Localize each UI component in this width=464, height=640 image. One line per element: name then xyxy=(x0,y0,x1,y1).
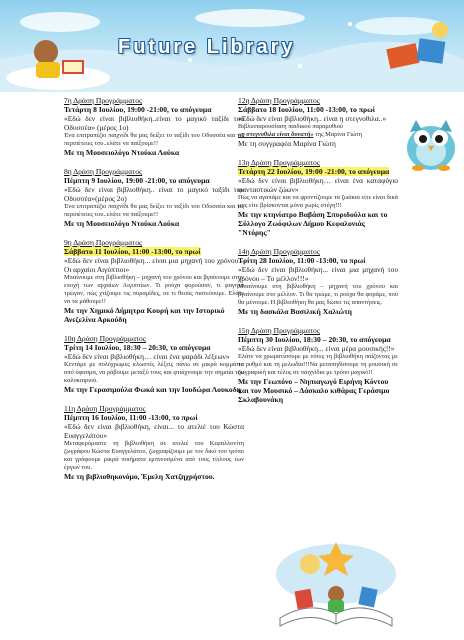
event-date: Τρίτη 14 Ιουλίου, 18:30 – 20:30, το απόγευμα xyxy=(64,343,211,352)
event-title: «Εδώ δεν είναι βιβλιοθήκη.. είναι το μαγικό ταξίδι του Οδυσσέα»(μέρος 2ο) xyxy=(64,185,244,203)
event-host: Με την Χημικό Δήμητρα Κουρή και την Ιστορικό Ανεζελίνα Αρκούδη xyxy=(64,306,225,324)
event-description: Μπαίνουμε στη βιβλιοθήκη – μηχανή του χρόνου και βγαίνουμε στην εποχή των αρχαίων Αιγυπτίων. Τι ρούχα φορούσαν, τι φαγητά τρώγαν, πώς χτίζουμε τις πυραμίδες, σε τι θεούς πιστεύουμε. Ελάτε να τα μάθουμε!! xyxy=(64,274,244,305)
event-date: Σάββατο 18 Ιουλίου, 11:00 -13:00, το πρωί xyxy=(238,105,376,114)
event-host: Με τη Μουσειολόγο Ντούκα Λούκα xyxy=(64,219,180,228)
book-author: της Μαρίνα Γιώτη xyxy=(315,131,363,138)
event-date: Τετάρτη 8 Ιουλίου, 19:00 -21:00, το απόγευμα xyxy=(64,105,212,114)
event-host: Με τη συγγραφέα Μαρίνα Γιώτη xyxy=(238,139,336,148)
event-10 xyxy=(64,334,244,394)
book-title: «η στεγνοθιλα είναι δυνατή» xyxy=(238,131,314,138)
event-heading: 9η Δράση Προγράμματος xyxy=(64,238,143,247)
event-9 xyxy=(64,238,244,324)
event-title: «Εδώ δεν είναι βιβλιοθήκη, είναι... το ατελιέ του Κώστα Ευαγγελάτου» xyxy=(64,422,244,440)
event-host: Με την Γερασιμούλα Φωκά και την Ιουδώρα Λουκοδη xyxy=(64,385,241,394)
event-description: Πώς να αγαπάμε και να φροντίζουμε τα ζωάκια είτε είναι δικά μας είτε βρίσκονται μόνα χωρίς στέγη!!! xyxy=(238,194,398,209)
event-title: «Εδώ δεν είναι βιβλιοθήκη... είναι μέρα μουσικής!!» xyxy=(238,344,395,353)
event-description: Μεταφερόμαστε τη βιβλιοθήκη σε ατελιέ του Κεφαλλονίτη ζωγράφου Κώστα Ευαγγελάτου, ζωγραφίζουμε με τον δικό του τρόπο και γράφουμε μικρά ποιήματα εμπνευσμένα από τους τίτλους των έργων του. xyxy=(64,440,244,471)
event-12 xyxy=(238,96,398,148)
event-host: Με τη Μουσειολόγο Ντούκα Λούκα xyxy=(64,148,180,157)
event-heading: 12η Δράση Προγράμματος xyxy=(238,96,320,105)
event-date: Πέμπτη 30 Ιουλίου, 18:30 – 20:30, το απόγευμα xyxy=(238,335,391,344)
event-date xyxy=(64,247,244,256)
left-column xyxy=(64,96,244,491)
event-book-line xyxy=(238,131,398,139)
banner-title: Future Library xyxy=(118,36,296,58)
event-title: «Εδώ δεν είναι βιβλιοθήκη.. είναι η στεγνοθιλα..» xyxy=(238,114,387,123)
event-title: «Εδώ δεν είναι βιβλιοθήκη… είναι ένα φαράδι λέξεων» xyxy=(64,352,230,361)
header-banner xyxy=(0,0,464,92)
event-7 xyxy=(64,96,244,157)
event-date: Τρίτη 28 Ιουλίου, 11:00 -13:00, το πρωί xyxy=(238,256,366,265)
event-heading: 7η Δράση Προγράμματος xyxy=(64,96,143,105)
event-heading: 15η Δράση Προγράμματος xyxy=(238,326,320,335)
event-date: Πέμπτη 16 Ιουλίου, 11:00 -13:00, το πρωί xyxy=(64,413,198,422)
event-title: «Εδώ δεν είναι βιβλιοθήκη..είναι το μαγικό ταξίδι του Οδυσσέα» (μέρος 1ο) xyxy=(64,114,244,132)
event-host: Με την Γεωπόνο – Νηπιαγωγό Ειρήνη Κόντου και τον Μουσικό – Δάσκαλο κιθάρας Γεράσιμο Σκλαβουνάκη xyxy=(238,377,390,404)
date-highlight: Σάββατο 11 Ιουλίου, 11:00 -13:00, το πρωί xyxy=(64,247,201,256)
event-date: Πέμπτη 9 Ιουλίου, 19:00 -21:00, το απόγευμα xyxy=(64,176,210,185)
event-heading: 8η Δράση Προγράμματος xyxy=(64,167,143,176)
event-description: Μπαίνουμε στη βιβλιοθήκη – μηχανή του χρόνου και βγαίνουμε στο μέλλον. Τι θα τρώμε, τι ρούχα θα φοράμε, πού θα μένουμε. Η βιβλιοθήκη θα μας δώσει τις απαντήσεις. xyxy=(238,283,398,306)
event-15 xyxy=(238,326,398,404)
event-heading: 13η Δράση Προγράμματος xyxy=(238,158,320,167)
event-date xyxy=(238,167,398,176)
event-description: Ένα επιτραπέζιο παιχνίδι θα μας δείξει το ταξίδι του Οδυσσέα και τις περιπέτειες του..ελάτε να παίξουμε!! xyxy=(64,203,244,218)
date-highlight: Τετάρτη 22 Ιουλίου, 19:00 -21:00, το απόγευμα xyxy=(238,167,390,176)
event-description: Ελάτε να χρωματίσουμε με νότες τη βιβλιοθήκη παίζοντας με το ρυθμό και τη μελωδία!!!Να μεταπηδίσουμε τη μουσική σε ζωγραφική και τέλος σε παιχνίδια με τρόπο μαγικό!! xyxy=(238,353,398,376)
event-host: Με τη βιβλιοθηκονόμο, Έμελη Χατζηχρήστου. xyxy=(64,472,215,481)
event-host: Με την κτηνίατρο Βαβάση Σπυριδούλα και το Σύλλογο Ζωόφιλων Δήμου Κεφαλονιάς "Ντόρης" xyxy=(238,210,388,237)
event-heading: 11η Δράση Προγράμματος xyxy=(64,404,146,413)
creature-illustration xyxy=(402,112,460,174)
event-13 xyxy=(238,158,398,237)
event-8 xyxy=(64,167,244,228)
event-title: «Εδώ δεν είναι βιβλιοθήκη... είναι μια μηχανή του χρόνου – Το μέλλον!!!» xyxy=(238,265,398,283)
event-title: «Εδώ δεν είναι βιβλιοθήκη… είναι ένα καταφύγιο φανταστικών ζώων» xyxy=(238,176,398,194)
open-book-illustration xyxy=(270,534,402,634)
event-11 xyxy=(64,404,244,481)
event-14 xyxy=(238,247,398,316)
event-description: Κεντάμε με πολύχρωμες κλωστές λέξεις πάνω σε μικρά κομμάτια από ύφασμα, να ράβουμε μεταξύ τους και φτιάχνουμε την σημαία του καλοκαιριού. xyxy=(64,361,244,384)
event-title: «Εδώ δεν είναι βιβλιοθήκη... είναι μια μηχανή του χρόνου – Οι αρχαίοι Αιγύπτιοι» xyxy=(64,256,244,274)
event-description: Ένα επιτραπέζιο παιχνίδι θα μας δείξει το ταξίδι του Οδυσσέα και τις περιπέτειες του..ελάτε να παίξουμε!! xyxy=(64,132,244,147)
event-heading: 14η Δράση Προγράμματος xyxy=(238,247,320,256)
event-description: Βιβλιοπαρουσίαση παιδικού παραμυθιού xyxy=(238,123,344,130)
event-heading: 10η Δράση Προγράμματος xyxy=(64,334,146,343)
right-column xyxy=(238,96,398,414)
event-host: Με τη δασκάλα Βασιλική Χαλιώτη xyxy=(238,307,352,316)
